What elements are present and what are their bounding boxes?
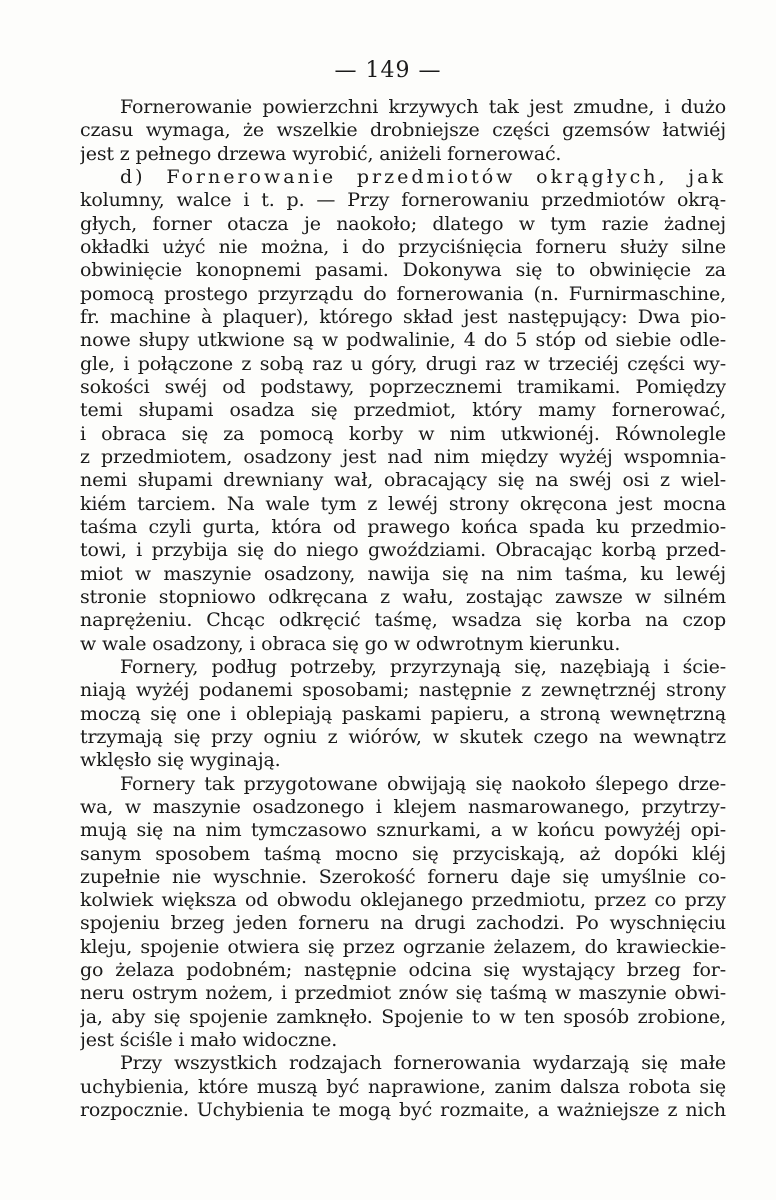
text-line: niają wyżéj podanemi sposobami; następnie z zewnętrznéj strony (80, 679, 726, 702)
text-line: go żelaza podobném; następnie odcina się wystający brzeg for- (80, 959, 726, 982)
text-line: moczą się one i oblepiają paskami papieru, a stroną wewnętrzną (80, 702, 726, 725)
text-line: zupełnie nie wyschnie. Szerokość forneru daje się umyślnie co- (80, 865, 726, 888)
text-line: Fornery, podług potrzeby, przyrzynają się, nazębiają i ście- (120, 655, 726, 678)
text-line: spojeniu brzeg jeden forneru na drugi zachodzi. Po wyschnięciu (80, 912, 726, 935)
text-line: rozpocznie. Uchybienia te mogą być rozmaite, a ważniejsze z nich (80, 1099, 726, 1122)
text-line: naprężeniu. Chcąc odkręcić taśmę, wsadza się korba na czop (80, 609, 726, 632)
text-line: w wale osadzony, i obraca się go w odwrotnym kierunku. (80, 632, 621, 655)
text-line: sanym sposobem taśmą mocno się przyciskają, aż dopóki kléj (80, 842, 726, 865)
text-line: kolumny, walce i t. p. — Przy fornerowaniu przedmiotów okrą- (80, 189, 726, 212)
text-line: gle, i połączone z sobą raz u góry, drugi raz w trzeciéj części wy- (80, 352, 726, 375)
text-line: i obraca się za pomocą korby w nim utkwionéj. Równolegle (80, 422, 726, 445)
text-line: mują się na nim tymczasowo sznurkami, a w końcu powyżéj opi- (80, 819, 726, 842)
body-text (80, 96, 726, 1122)
text-line: stronie stopniowo odkręcana z wału, zostając zawsze w silném (80, 585, 726, 608)
text-line: Fornerowanie powierzchni krzywych tak jest zmudne, i dużo (120, 96, 726, 118)
text-line: pomocą prostego przyrządu do fornerowania (n. Furnirmaschine, (80, 282, 726, 305)
text-line: głych, forner otacza je naokoło; dlatego w tym razie żadnej (80, 212, 726, 235)
page-number: — 149 — (334, 58, 442, 83)
text-line: okładki użyć nie można, i do przyciśnięcia forneru służy silne (80, 235, 726, 258)
text-line: temi słupami osadza się przedmiot, który mamy fornerować, (80, 399, 726, 422)
text-line: nowe słupy utkwione są w podwalinie, 4 do 5 stóp od siebie odle- (80, 329, 726, 352)
text-line: Przy wszystkich rodzajach fornerowania wydarzają się małe (120, 1052, 726, 1075)
text-line: kiém tarciem. Na wale tym z lewéj strony okręcona jest mocna (80, 492, 726, 515)
text-line: z przedmiotem, osadzony jest nad nim między wyżéj wspomnia- (80, 445, 726, 468)
text-line: uchybienia, które muszą być naprawione, zanim dalsza robota się (80, 1075, 726, 1098)
text-line: fr. machine à plaquer), którego skład jest następujący: Dwa pio- (80, 305, 726, 328)
text-line: jest ściśle i mało widoczne. (80, 1029, 338, 1052)
text-line: miot w maszynie osadzony, nawija się na nim taśma, ku lewéj (80, 562, 726, 585)
text-line: taśma czyli gurta, która od prawego końca spada ku przedmio- (80, 515, 726, 538)
text-line: czasu wymaga, że wszelkie drobniejsze części gzemsów łatwiéj (80, 119, 726, 142)
text-line: towi, i przybija się do niego gwoździami. Obracając korbą przed- (80, 539, 726, 562)
text-line: jest z pełnego drzewa wyrobić, aniżeli fornerować. (80, 142, 562, 165)
text-line: Fornery tak przygotowane obwijają się naokoło ślepego drze- (120, 772, 726, 795)
text-line: trzymają się przy ogniu z wiórów, w skutek czego na wewnątrz (80, 725, 726, 748)
text-line: neru ostrym nożem, i przedmiot znów się taśmą w maszynie obwi- (80, 982, 726, 1005)
text-line: wklęsło się wyginają. (80, 749, 281, 772)
text-line: nemi słupami drewniany wał, obracający się na swéj osi z wiel- (80, 469, 726, 492)
text-line: kolwiek większa od obwodu oklejanego przedmiotu, przez co przy (80, 889, 726, 912)
text-line: wa, w maszynie osadzonego i klejem nasmarowanego, przytrzy- (80, 795, 726, 818)
text-line: ja, aby się spojenie zamknęło. Spojenie to w ten sposób zrobione, (80, 1005, 726, 1028)
text-line: kleju, spojenie otwiera się przez ogrzanie żelazem, do krawieckie- (80, 935, 726, 958)
text-line: d) Fornerowanie przedmiotów okrągłych, jak (120, 165, 726, 188)
text-line: obwinięcie konopnemi pasami. Dokonywa się to obwinięcie za (80, 259, 726, 282)
text-line: sokości swéj od podstawy, poprzecznemi tramikami. Pomiędzy (80, 375, 726, 398)
